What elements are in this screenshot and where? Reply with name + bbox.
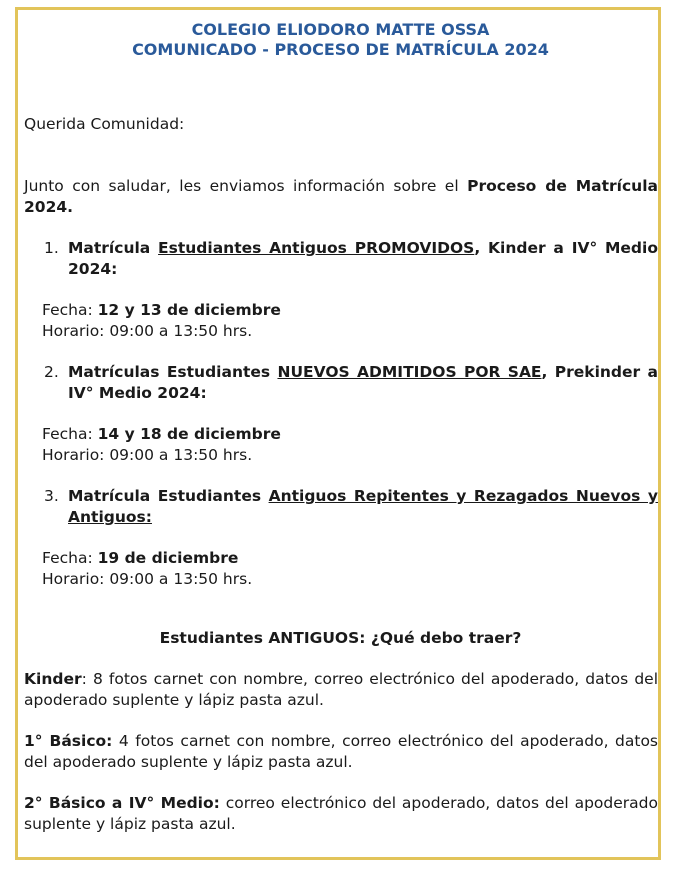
intro-paragraph [24, 176, 658, 218]
requirement-segundo-label: 2° Básico a IV° Medio: [24, 794, 220, 812]
item-1-underline: Estudiantes Antiguos PROMOVIDOS [158, 239, 475, 257]
requirement-segundo-text: correo electrónico del apoderado, datos del apoderado suplente y lápiz pasta azul. [24, 794, 658, 833]
item-2-fecha-label: Fecha: [42, 425, 98, 443]
item-2-fecha [42, 424, 281, 445]
intro-bold: Proceso de Matrícula 2024. [24, 177, 658, 216]
requirement-kinder [24, 669, 658, 711]
document-title: COMUNICADO - PROCESO DE MATRÍCULA 2024 [132, 40, 549, 59]
item-2-fecha-value: 14 y 18 de diciembre [97, 425, 281, 443]
item-1-fecha-label: Fecha: [42, 301, 98, 319]
requirement-primero [24, 731, 658, 773]
intro-text: Junto con saludar, les enviamos información sobre el [24, 177, 468, 195]
item-2-underline: NUEVOS ADMITIDOS POR SAE [277, 363, 542, 381]
requirement-kinder-text: : 8 fotos carnet con nombre, correo electrónico del apoderado, datos del apoderado suplente y lápiz pasta azul. [24, 670, 658, 709]
item-3-pre: Matrícula Estudiantes [68, 487, 269, 505]
item-3-number: 3. [44, 487, 59, 505]
requirement-primero-text: 4 fotos carnet con nombre, correo electrónico del apoderado, datos del apoderado suplente y lápiz pasta azul. [24, 732, 659, 771]
requirement-kinder-label: Kinder [24, 670, 82, 688]
item-3-fecha [42, 548, 238, 569]
item-1-heading [68, 238, 658, 280]
item-3-fecha-value: 19 de diciembre [97, 549, 239, 567]
item-1-number: 1. [44, 239, 59, 257]
item-1-fecha-value: 12 y 13 de diciembre [97, 301, 281, 319]
greeting: Querida Comunidad: [24, 115, 185, 133]
section-title: Estudiantes ANTIGUOS: ¿Qué debo traer? [159, 629, 522, 647]
item-3-fecha-label: Fecha: [42, 549, 98, 567]
item-2-number: 2. [44, 363, 59, 381]
item-2-pre: Matrículas Estudiantes [68, 363, 278, 381]
item-1-post: , Kinder a IV° Medio 2024: [68, 239, 658, 278]
item-3-underline: Antiguos Repitentes y Rezagados Nuevos y Antiguos: [68, 487, 658, 526]
item-1-horario: Horario: 09:00 a 13:50 hrs. [42, 322, 253, 340]
item-2-post: , Prekinder a IV° Medio 2024: [68, 363, 658, 402]
requirement-primero-label: 1° Básico: [24, 732, 113, 750]
item-1-pre: Matrícula [68, 239, 159, 257]
item-3-horario: Horario: 09:00 a 13:50 hrs. [42, 570, 253, 588]
item-2-heading [68, 362, 658, 404]
item-2-horario: Horario: 09:00 a 13:50 hrs. [42, 446, 253, 464]
item-3-heading [68, 486, 658, 528]
requirement-segundo-a-cuarto [24, 793, 658, 835]
item-1-fecha [42, 300, 281, 321]
school-name: COLEGIO ELIODORO MATTE OSSA [191, 20, 490, 39]
